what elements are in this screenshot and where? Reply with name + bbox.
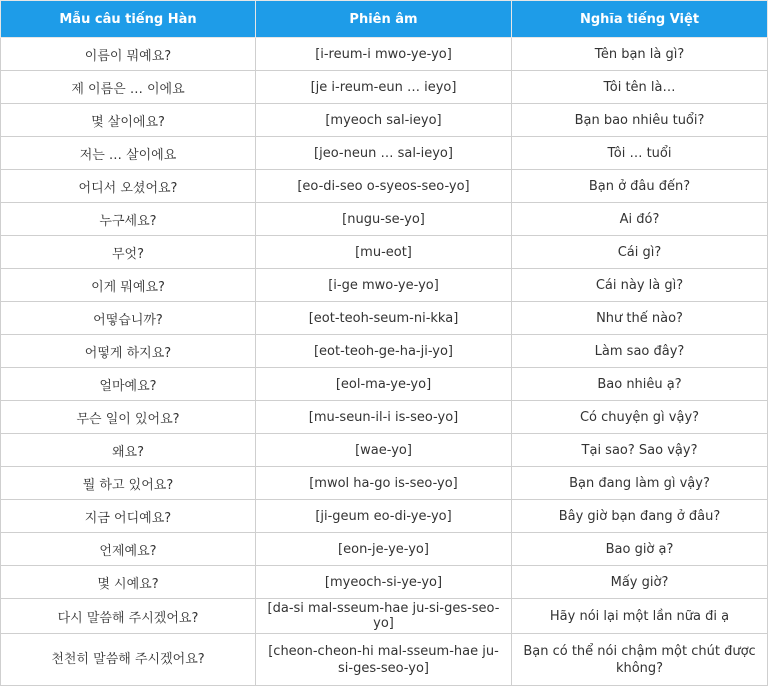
- cell-romanization: [eon-je-ye-yo]: [256, 533, 512, 566]
- table-row: [1, 368, 768, 401]
- cell-romanization: [jeo-neun … sal-ieyo]: [256, 137, 512, 170]
- table-row: [1, 236, 768, 269]
- cell-vietnamese: Hãy nói lại một lần nữa đi ạ: [512, 599, 768, 634]
- table-row: [1, 500, 768, 533]
- cell-romanization: [da-si mal-sseum-hae ju-si-ges-seo-yo]: [256, 599, 512, 634]
- cell-vietnamese: Cái này là gì?: [512, 269, 768, 302]
- table-row: [1, 170, 768, 203]
- cell-korean: 저는 … 살이에요: [1, 137, 256, 170]
- cell-romanization: [myeoch-si-ye-yo]: [256, 566, 512, 599]
- cell-romanization: [mu-seun-il-i is-seo-yo]: [256, 401, 512, 434]
- cell-romanization: [i-reum-i mwo-ye-yo]: [256, 38, 512, 71]
- cell-korean: 지금 어디예요?: [1, 500, 256, 533]
- table-row: [1, 434, 768, 467]
- cell-romanization: [myeoch sal-ieyo]: [256, 104, 512, 137]
- cell-romanization: [eol-ma-ye-yo]: [256, 368, 512, 401]
- table-body: [1, 38, 768, 686]
- cell-vietnamese: Như thế nào?: [512, 302, 768, 335]
- table-row: [1, 203, 768, 236]
- table-row: [1, 137, 768, 170]
- header-korean: Mẫu câu tiếng Hàn: [1, 1, 256, 38]
- cell-korean: 누구세요?: [1, 203, 256, 236]
- cell-korean: 얼마예요?: [1, 368, 256, 401]
- cell-korean: 천천히 말씀해 주시겠어요?: [1, 634, 256, 686]
- cell-vietnamese: Có chuyện gì vậy?: [512, 401, 768, 434]
- cell-korean: 언제예요?: [1, 533, 256, 566]
- table-row: [1, 38, 768, 71]
- cell-korean: 다시 말씀해 주시겠어요?: [1, 599, 256, 634]
- cell-korean: 이게 뭐예요?: [1, 269, 256, 302]
- cell-romanization: [ji-geum eo-di-ye-yo]: [256, 500, 512, 533]
- cell-romanization: [eot-teoh-ge-ha-ji-yo]: [256, 335, 512, 368]
- header-vietnamese: Nghĩa tiếng Việt: [512, 1, 768, 38]
- cell-korean: 몇 살이에요?: [1, 104, 256, 137]
- table-header-row: [1, 1, 768, 38]
- cell-vietnamese: Cái gì?: [512, 236, 768, 269]
- table-row: [1, 302, 768, 335]
- cell-romanization: [i-ge mwo-ye-yo]: [256, 269, 512, 302]
- cell-korean: 뭘 하고 있어요?: [1, 467, 256, 500]
- cell-romanization: [mu-eot]: [256, 236, 512, 269]
- cell-vietnamese: Bao giờ ạ?: [512, 533, 768, 566]
- cell-vietnamese: Bạn đang làm gì vậy?: [512, 467, 768, 500]
- header-romanization: Phiên âm: [256, 1, 512, 38]
- table-row: [1, 533, 768, 566]
- cell-korean: 어떻게 하지요?: [1, 335, 256, 368]
- cell-vietnamese: Bạn có thể nói chậm một chút được không?: [512, 634, 768, 686]
- table-row: [1, 104, 768, 137]
- cell-vietnamese: Tại sao? Sao vậy?: [512, 434, 768, 467]
- cell-vietnamese: Làm sao đây?: [512, 335, 768, 368]
- cell-korean: 무슨 일이 있어요?: [1, 401, 256, 434]
- table-row: [1, 599, 768, 634]
- cell-romanization: [eo-di-seo o-syeos-seo-yo]: [256, 170, 512, 203]
- cell-korean: 무엇?: [1, 236, 256, 269]
- cell-vietnamese: Bạn ở đâu đến?: [512, 170, 768, 203]
- table-row: [1, 634, 768, 686]
- cell-romanization: [cheon-cheon-hi mal-sseum-hae ju-si-ges-seo-yo]: [256, 634, 512, 686]
- cell-vietnamese: Mấy giờ?: [512, 566, 768, 599]
- cell-vietnamese: Tôi … tuổi: [512, 137, 768, 170]
- table-row: [1, 335, 768, 368]
- table-row: [1, 71, 768, 104]
- cell-korean: 어떻습니까?: [1, 302, 256, 335]
- table-row: [1, 401, 768, 434]
- cell-korean: 이름이 뭐예요?: [1, 38, 256, 71]
- cell-korean: 왜요?: [1, 434, 256, 467]
- cell-korean: 어디서 오셨어요?: [1, 170, 256, 203]
- cell-vietnamese: Bây giờ bạn đang ở đâu?: [512, 500, 768, 533]
- cell-romanization: [wae-yo]: [256, 434, 512, 467]
- cell-korean: 제 이름은 … 이에요: [1, 71, 256, 104]
- cell-vietnamese: Bạn bao nhiêu tuổi?: [512, 104, 768, 137]
- cell-vietnamese: Ai đó?: [512, 203, 768, 236]
- table-row: [1, 566, 768, 599]
- cell-vietnamese: Bao nhiêu ạ?: [512, 368, 768, 401]
- cell-romanization: [mwol ha-go is-seo-yo]: [256, 467, 512, 500]
- cell-romanization: [je i-reum-eun … ieyo]: [256, 71, 512, 104]
- cell-romanization: [eot-teoh-seum-ni-kka]: [256, 302, 512, 335]
- cell-vietnamese: Tôi tên là…: [512, 71, 768, 104]
- cell-romanization: [nugu-se-yo]: [256, 203, 512, 236]
- cell-korean: 몇 시예요?: [1, 566, 256, 599]
- table-row: [1, 269, 768, 302]
- table-row: [1, 467, 768, 500]
- cell-vietnamese: Tên bạn là gì?: [512, 38, 768, 71]
